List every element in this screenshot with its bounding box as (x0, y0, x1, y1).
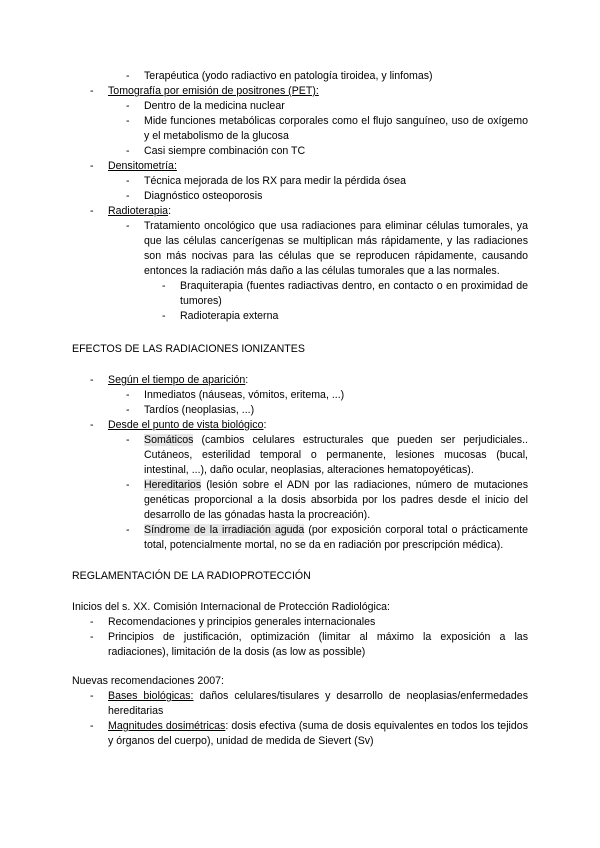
list-item (126, 388, 528, 403)
hereditarios-label: Hereditarios (144, 479, 202, 491)
efectos-heading: EFECTOS DE LAS RADIACIONES IONIZANTES (72, 343, 305, 355)
list-item (126, 69, 528, 84)
section-item-radioterapia (90, 204, 528, 219)
tiempo-title: Según el tiempo de aparición (108, 374, 246, 386)
bullet-dash: - (126, 389, 130, 401)
list-item-text: Dentro de la medicina nuclear (144, 100, 285, 112)
biologico-colon: : (263, 419, 267, 431)
bullet-dash: - (126, 175, 130, 187)
nuevas-text: Nuevas recomendaciones 2007: (72, 675, 224, 687)
list-item (90, 615, 528, 630)
list-item (126, 219, 528, 279)
list-item (162, 309, 528, 324)
bullet-dash: - (90, 205, 94, 217)
sindrome-text: (por exposición corporal total o prácticamente total, potencialmente mortal, no se da en radiación por prescripción médica). (144, 524, 529, 551)
radioterapia-description: Tratamiento oncológico que usa radiaciones para eliminar células tumorales, ya que las células cancerígenas se multiplican más rápidamente, y las radiaciones son más nocivas para las células que se reproducen rápidamente, causando entonces la radiación más daño a las células tumorales que a las normales. (144, 220, 528, 277)
list-item (90, 719, 528, 749)
bullet-dash: - (126, 404, 130, 416)
densitometria-title: Densitometría: (108, 160, 177, 172)
bases-label: Bases biológicas: (108, 690, 194, 702)
bullet-dash: - (162, 280, 166, 292)
list-item (90, 630, 528, 660)
section-item-biologico (90, 418, 528, 433)
list-item-text: Técnica mejorada de los RX para medir la pérdida ósea (144, 175, 407, 187)
bullet-dash: - (126, 145, 130, 157)
list-item (126, 478, 528, 523)
list-item (126, 403, 528, 418)
list-item-text: Principios de justificación, optimización (limitar al máximo la exposición a las radiaciones), limitación de la dosis (as low as possible) (108, 631, 528, 658)
list-item (90, 689, 528, 719)
list-item-text: Terapéutica (yodo radiactivo en patología tiroidea, y linfomas) (144, 70, 433, 82)
radioterapia-colon: : (168, 205, 172, 217)
list-item (126, 99, 528, 114)
list-item (126, 523, 528, 553)
list-item (126, 114, 528, 144)
list-item (126, 144, 528, 159)
bullet-dash: - (162, 310, 166, 322)
inicios-text: Inicios del s. XX. Comisión Internacional de Protección Radiológica: (72, 601, 390, 613)
section-item-tiempo (90, 373, 528, 388)
bullet-dash: - (126, 70, 130, 82)
somaticos-text: (cambios celulares estructurales que pueden ser perjudiciales.. Cutáneos, esterilidad temporal o permanente, lesiones mucosas (bucal, intestinal, ...), daño ocular, neoplasias, alteraciones hematopoyéticas). (144, 434, 528, 476)
bullet-dash: - (126, 115, 130, 127)
bullet-dash: - (90, 616, 94, 628)
bullet-dash: - (126, 524, 130, 536)
list-item (126, 174, 528, 189)
list-item (162, 279, 528, 309)
section-item-densitometria (90, 159, 528, 174)
somaticos-label: Somáticos (144, 434, 194, 446)
list-item-text: Mide funciones metabólicas corporales como el flujo sanguíneo, uso de oxígemo y el metabolismo de la glucosa (144, 115, 528, 142)
list-item-text: Braquiterapia (fuentes radiactivas dentro, en contacto o en proximidad de tumores) (180, 280, 528, 307)
section-item-pet (90, 84, 528, 99)
bullet-dash: - (126, 220, 130, 232)
bullet-dash: - (90, 720, 94, 732)
list-item-text: Recomendaciones y principios generales internacionales (108, 616, 376, 628)
bullet-dash: - (90, 160, 94, 172)
list-item (126, 433, 528, 478)
radioterapia-title: Radioterapia (108, 205, 169, 217)
bullet-dash: - (90, 631, 94, 643)
hereditarios-text: (lesión sobre el ADN por las radiaciones, número de mutaciones genéticas proporcional a la dosis absorbida por los padres desde el inicio del desarrollo de las gónadas hasta la procreación). (144, 479, 528, 521)
bullet-dash: - (90, 690, 94, 702)
biologico-title: Desde el punto de vista biológico (108, 419, 264, 431)
bullet-dash: - (126, 190, 130, 202)
list-item (126, 189, 528, 204)
reglamentacion-heading: REGLAMENTACIÓN DE LA RADIOPROTECCIÓN (72, 570, 311, 582)
magnitudes-text: : dosis efectiva (suma de dosis equivalentes en todos los tejidos y órganos del cuerpo), unidad de medida de Sievert (Sv) (108, 720, 528, 747)
bullet-dash: - (126, 100, 130, 112)
bullet-dash: - (126, 479, 130, 491)
bases-text: daños celulares/tisulares y desarrollo de neoplasias/enfermedades hereditarias (108, 690, 528, 717)
list-item-text: Diagnóstico osteoporosis (144, 190, 263, 202)
bullet-dash: - (90, 85, 94, 97)
sindrome-label: Síndrome de la irradiación aguda (144, 524, 305, 536)
list-item-text: Inmediatos (náuseas, vómitos, eritema, ...) (144, 389, 345, 401)
bullet-dash: - (90, 419, 94, 431)
list-item-text: Tardíos (neoplasias, ...) (144, 404, 255, 416)
tiempo-colon: : (245, 374, 249, 386)
document-page (72, 69, 528, 749)
pet-title: Tomografía por emisión de positrones (PET): (108, 85, 319, 97)
magnitudes-label: Magnitudes dosimétricas (108, 720, 226, 732)
list-item-text: Radioterapia externa (180, 310, 279, 322)
list-item-text: Casi siempre combinación con TC (144, 145, 306, 157)
bullet-dash: - (90, 374, 94, 386)
bullet-dash: - (126, 434, 130, 446)
